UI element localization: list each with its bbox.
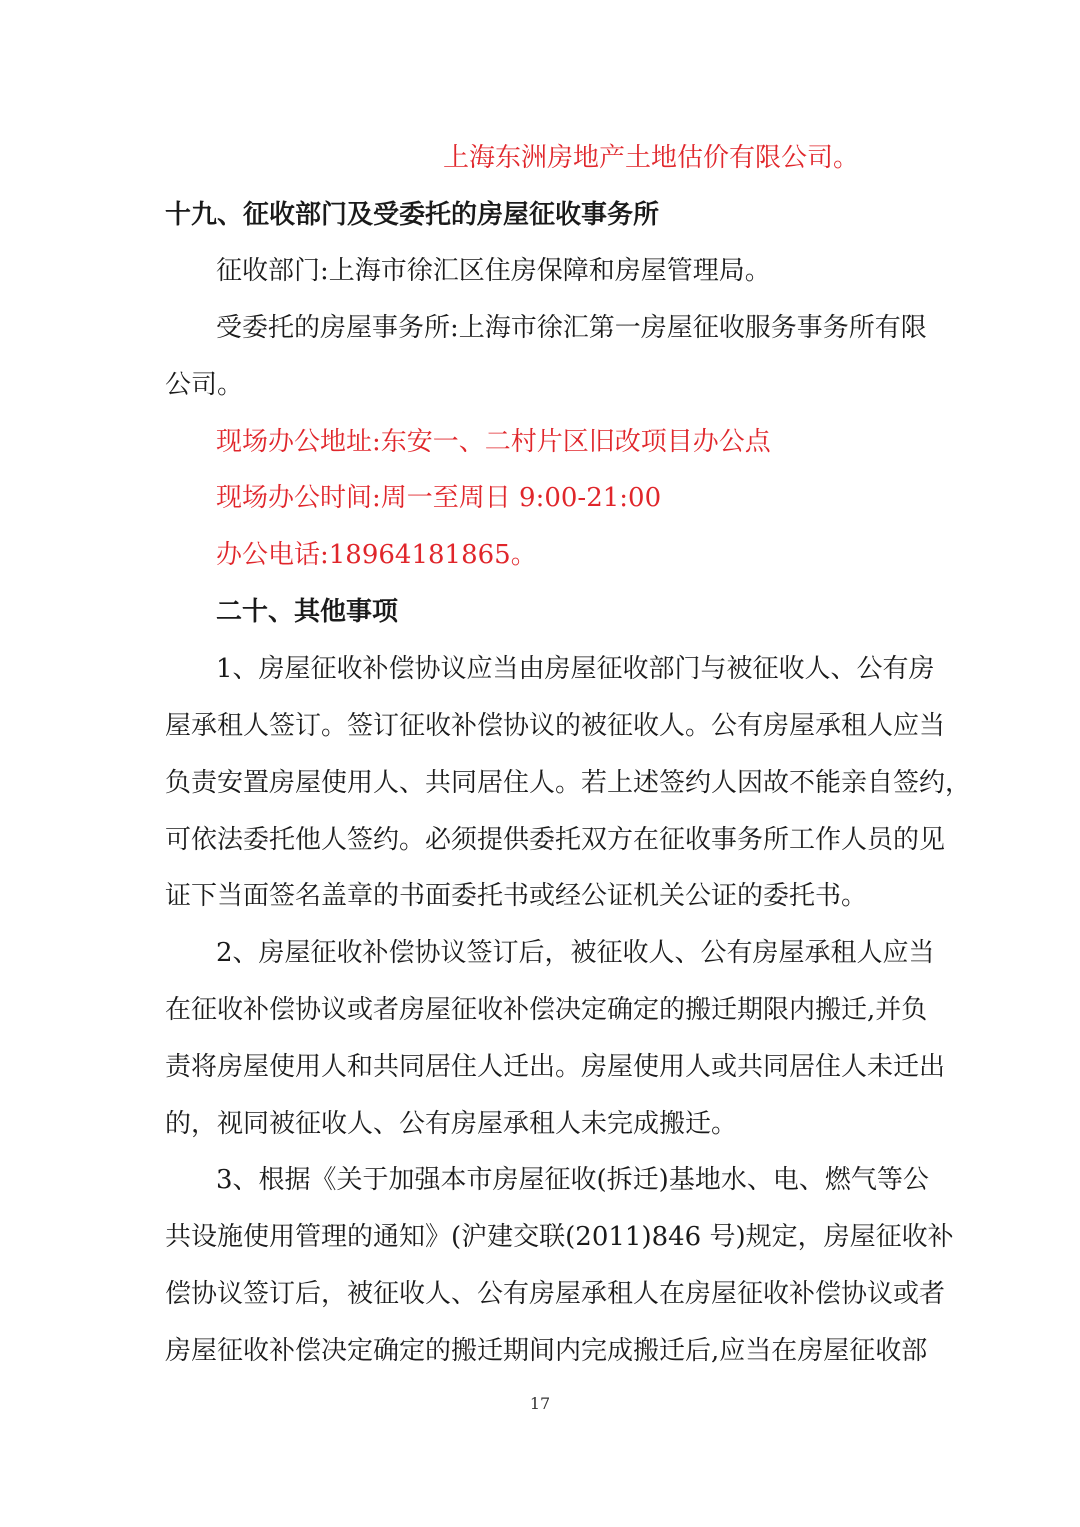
item-3-line: 房屋征收补偿决定确定的搬迁期间内完成搬迁后,应当在房屋征收部 [165,1336,928,1366]
expropriation-department: 征收部门:上海市徐汇区住房保障和房屋管理局。 [216,256,771,286]
section-19-heading: 十九、征收部门及受委托的房屋征收事务所 [165,200,660,230]
item-2-line: 责将房屋使用人和共同居住人迁出。房屋使用人或共同居住人未迁出 [165,1052,946,1082]
item-2-line: 2、房屋征收补偿协议签订后，被征收人、公有房屋承租人应当 [216,938,935,968]
section-20-heading: 二十、其他事项 [216,597,399,627]
office-phone: 办公电话:18964181865。 [216,540,537,570]
item-3-line: 3、根据《关于加强本市房屋征收(拆迁)基地水、电、燃气等公 [216,1165,929,1195]
appraiser-company-line: 上海东洲房地产土地估价有限公司。 [443,143,860,173]
page-number: 17 [529,1394,551,1413]
item-3-line: 共设施使用管理的通知》(沪建交联(2011)846 号)规定，房屋征收补 [165,1222,954,1252]
item-1-line: 证下当面签名盖章的书面委托书或经公证机关公证的委托书。 [165,881,868,911]
item-1-line: 屋承租人签订。签订征收补偿协议的被征收人。公有房屋承租人应当 [165,711,946,741]
entrusted-office-line-2: 公司。 [165,370,244,400]
item-2-line: 的，视同被征收人、公有房屋承租人未完成搬迁。 [165,1109,738,1139]
item-2-line: 在征收补偿协议或者房屋征收补偿决定确定的搬迁期限内搬迁,并负 [165,995,928,1025]
item-1-line: 可依法委托他人签约。必须提供委托双方在征收事务所工作人员的见 [165,825,946,855]
entrusted-office-line-1: 受委托的房屋事务所:上海市徐汇第一房屋征收服务事务所有限 [216,313,927,343]
site-office-hours: 现场办公时间:周一至周日 9:00-21:00 [216,483,662,513]
item-3-line: 偿协议签订后，被征收人、公有房屋承租人在房屋征收补偿协议或者 [165,1279,946,1309]
site-office-address: 现场办公地址:东安一、二村片区旧改项目办公点 [216,427,771,457]
item-1-line: 负责安置房屋使用人、共同居住人。若上述签约人因故不能亲自签约， [165,768,972,798]
item-1-line: 1、房屋征收补偿协议应当由房屋征收部门与被征收人、公有房 [216,654,935,684]
